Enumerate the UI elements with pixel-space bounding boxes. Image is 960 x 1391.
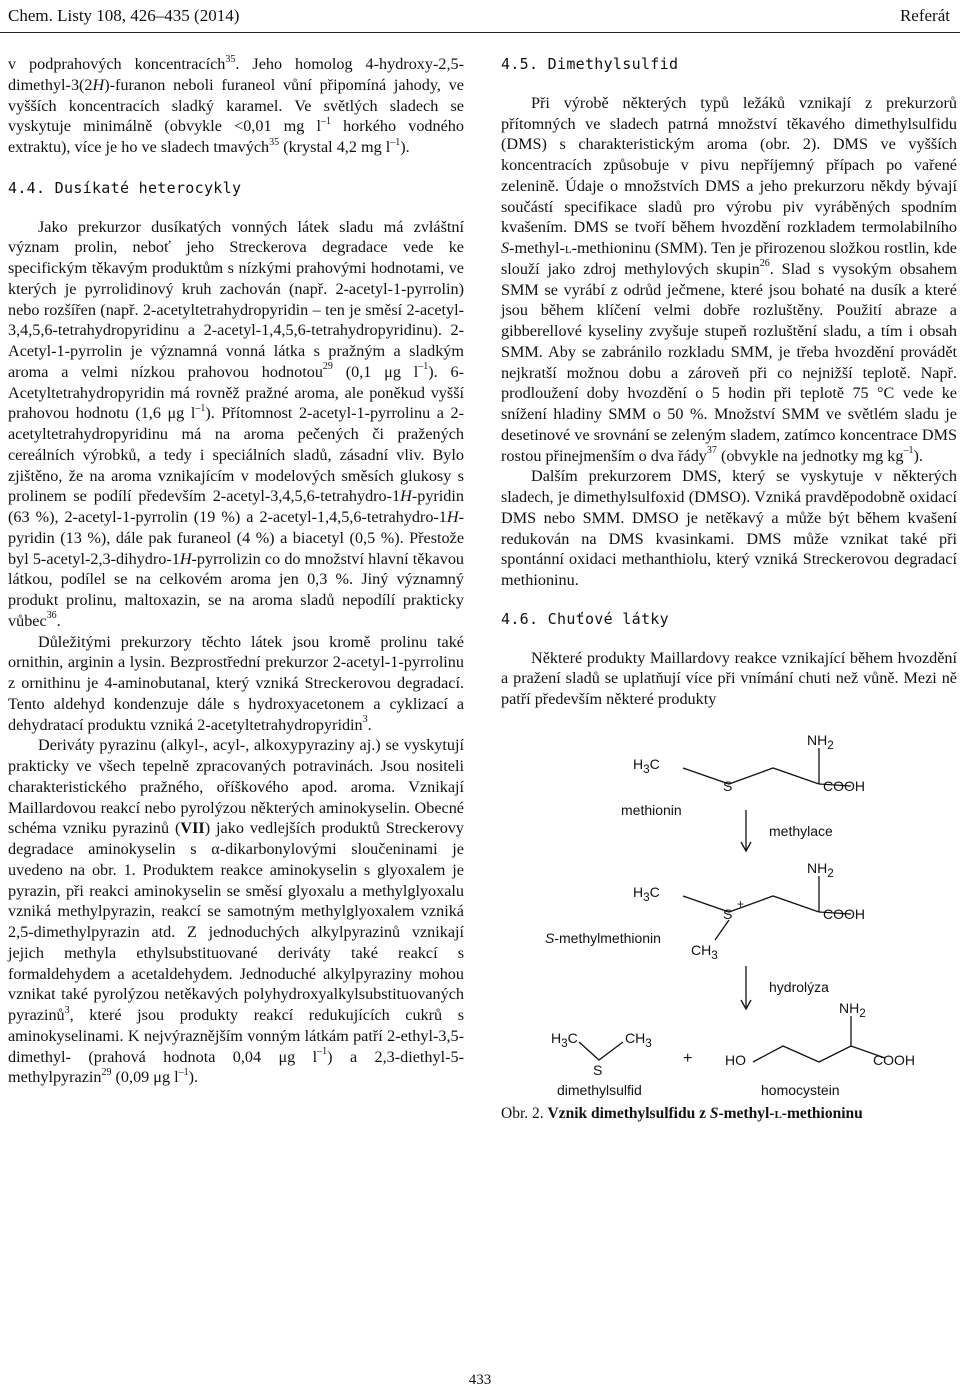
smm-plus-charge: + [737,896,745,911]
smm-name: S-methylmethionin [545,929,661,946]
dms-sulfur: S [593,1061,603,1078]
heading-4-6: 4.6. Chuťové látky [501,609,669,628]
dms-h3c: $H_3C$ [551,1029,578,1050]
methionin-nh2: $NH_2$ [807,731,834,752]
reaction-plus: + [683,1049,693,1067]
dms-ch3: $CH_3$ [625,1029,652,1050]
heading-4-4: 4.4. Dusíkaté heterocykly [8,178,242,197]
paragraph-prolin: Jako prekurzor dusíkatých vonných látek sladu má zvláštní význam prolin, neboť jeho Streckerova degradace vede ke specifickým těkavým produktům s nízkými prahovými hodnotami, ve kterých je pyrrolidinový kruh zachován (např. 2-acetyl-1-pyrrolin) nebo rozšířen (např. 2-acetyltetrahydropyridin – ten je směsí 2-acetyl-3,4,5,6-tetrahydropyridinu a 2-acetyl-1,4,5,6-tetrahydropyridinu). 2-Acetyl-1-pyrrolin je významná vonná látka s pražným a sladkým aroma a velmi nízkou prahovou hodnotou$^{29}$ (0,1 μg $l^{-1}$). 6-Acetyltetrahydropyridin má rovněž pražné aroma, ale poněkud vyšší prahovou hodnotu (1,6 μg $l^{-1}$). Přítomnost 2-acetyl-1-pyrrolinu a 2-acetyltetrahydropyridinu má na aroma pečených či pražených cereálních výrobků, a tedy i speciálních sladů, zásadní vliv. Bylo zjištěno, že na aroma vznikajícím v modelových směsích glukosy s prolinem se podílí především 2-acetyl-3,4,5,6-tetrahydro-1H-pyridin (63 %), 2-acetyl-1-pyrrolin (19 %) a 2-acetyl-1,4,5,6-tetrahydro-1H-pyridin (13 %), dále pak furaneol (4 %) a biacetyl (0,5 %). Přestože byl 5-acetyl-2,3-dihydro-1H-pyrrolizin co do množství hlavní těkavou látkou, podílel se na celkovém aroma jen 0,3 %. Jiný významný produkt prolinu, maltoxazin, se na aroma sladů nepodílí prakticky vůbec$^{36}$. [8,217,465,630]
dms-name: dimethylsulfid [557,1081,642,1098]
methionin-h3c: $H_3C$ [633,755,660,776]
left-column [8,54,464,1088]
page-number: 433 [468,1372,492,1388]
smm-ch3: $CH_3$ [691,941,718,962]
section-header: Referát [899,6,950,25]
paragraph-ornithin: Důležitými prekurzory těchto látek jsou kromě prolinu také ornithin, arginin a lysin. Bezprostřední prekurzor 2-acetyl-1-pyrrolinu z ornithinu je 4-aminobutanal, který vzniká Streckerovou degradací. Tento aldehyd kondenzuje dále s hydroxyacetonem a cyklizací a dehydratací produktu vzniká 2-acetyltetrahydropyridin$^3$. [8,632,464,734]
methionin-name: methionin [621,801,682,818]
methionin-backbone [683,768,819,784]
methylace-label: methylace [769,822,833,839]
paragraph-chutove-latky: Některé produkty Maillardovy reakce vznikající během hvozdění a pražení sladů se uplatňují více při vnímání chuti než vůně. Mezi ně patří především některé produkty [501,648,957,708]
methionin-cooh: COOH [823,777,865,794]
homocystein-backbone [753,1046,851,1062]
homocystein-nh2: $NH_2$ [839,999,866,1020]
header-rule [0,32,960,33]
methionin-sulfur: S [723,777,733,794]
smm-nh2: $NH_2$ [807,859,834,880]
right-column [501,54,957,1125]
paragraph-dms: Při výrobě některých typů ležáků vznikají z prekurzorů přítomných ve sladech patrná množství těkavého dimethylsulfidu (DMS) s charakteristickým aroma (obr. 2). DMS ve vyšších koncentracích způsobuje v pivu nepříjemný přípach po vařené zelenině. Údaje o množstvích DMS a jeho prekurzoru někdy bývají součástí specifikace sladů pro výrobu piv vyráběných spodním kvašením. DMS se tvoří během hvozdění rozkladem termolabilního S-methyl-l-methioninu (SMM). Ten je přirozenou složkou rostlin, kde slouží jako zdroj methylových skupin$^{26}$. Slad s vysokým obsahem SMM se vyrábí z odrůd ječmene, které jsou bohaté na dusík a které jsou během klíčení velmi dobře rozluštěny. Použití abraze a gibberellové kyseliny zvyšuje stupeň rozluštění sladu, a tím i obsah SMM. Aby se zabránilo rozkladu SMM, je třeba hvozdění provádět nejkratší možnou dobu a zároveň při co nejnižší teplotě. Např. prodloužení doby hvozdění o 5 hodin při teplotě 75 °C vede ke snížení hladiny SMM o 50 %. Množství SMM ve světlém sladu je desetinové ve srovnání se zeleným sladem, zatímco koncentrace DMS rostou přinejmenším o dva řády$^{37}$ (obvykle na jednotky mg $kg^{-1}$). [501,93,957,465]
smm-h3c: $H_3C$ [633,883,660,904]
homocystein-cooh: COOH [873,1051,915,1068]
hydrolyza-label: hydrolýza [769,978,829,995]
smm-sulfur: S [723,905,733,922]
smm-cooh: COOH [823,905,865,922]
paragraph-dmso: Dalším prekurzorem DMS, který se vyskytuje v některých sladech, je dimethylsulfoxid (DMSO). Vzniká pravděpodobně oxidací DMS nebo SMM. DMSO je netěkavý a může být během kvašení redukován na DMS kvasinkami. DMS může vznikat také při spontánní oxidaci methanthiolu, který vzniká Streckerovou degradací methioninu. [501,467,957,589]
journal-header: Chem. Listy 108, 426–435 (2014) [8,6,240,25]
figure-caption: Obr. 2. Vznik dimethylsulfidu z S-methyl-l-methioninu [501,1104,863,1122]
paragraph-furaneol: v podprahových koncentracích$^{35}$. Jeho homolog 4-hydroxy-2,5-dimethyl-3(2H)-furanon neboli furaneol vůní připomíná jahody, ve vyšších koncentracích sladký karamel. Ve světlých sladech se vyskytuje minimálně (obvykle <0,01 mg $l^{-1}$ horkého vodného extraktu), více je ho ve sladech tmavých$^{35}$ (krystal 4,2 mg $l^{-1}$). [8,53,464,156]
dms-bonds [579,1042,623,1060]
homocystein-ho: HO [725,1051,746,1068]
smm-backbone [683,896,819,912]
heading-4-5: 4.5. Dimethylsulfid [501,55,679,73]
homocystein-name: homocystein [761,1081,840,1098]
reaction-scheme [501,718,957,1104]
paragraph-pyraziny: Deriváty pyrazinu (alkyl-, acyl-, alkoxypyraziny aj.) se vyskytují prakticky ve všech tepelně zpracovaných potravinách. Jsou nositeli charakteristického pražného, oříškového apod. aroma. Vznikají Maillardovou reakcí nebo pyrolýzou některých aminokyselin. Obecné schéma vzniku pyrazinů (VII) jako vedlejších produktů Streckerovy degradace aminokyselin s α-dikarbonylovými sloučeninami je uvedeno na obr. 1. Produktem reakce aminokyselin s glyoxalem je pyrazin, při reakci aminokyselin se směsí glyoxalu a methylglyoxalu vzniká methylpyrazin, reakcí se samotným methylglyoxalem vzniká 2,5-dimethylpyrazin atd. Z jednoduchých alkylpyrazinů vznikají jejich methyla ethylsubstituované deriváty také reakcí s formaldehydem a acetaldehydem. Jednoduché alkylpyraziny mohou vznikat také pyrolýzou netěkavých polyhydroxyalkylsubstituovaných pyrazinů$^3$, které jsou produkty reakcí redukujících cukrů s aminokyselinami. K nejvýraznějším vonným látkám patří 2-ethyl-3,5-dimethyl- (prahová hodnota 0,04 μg $l^{-1}$) a 2,3-diethyl-5-methylpyrazin$^{29}$ (0,09 μg $l^{-1}$). [8,736,464,1087]
